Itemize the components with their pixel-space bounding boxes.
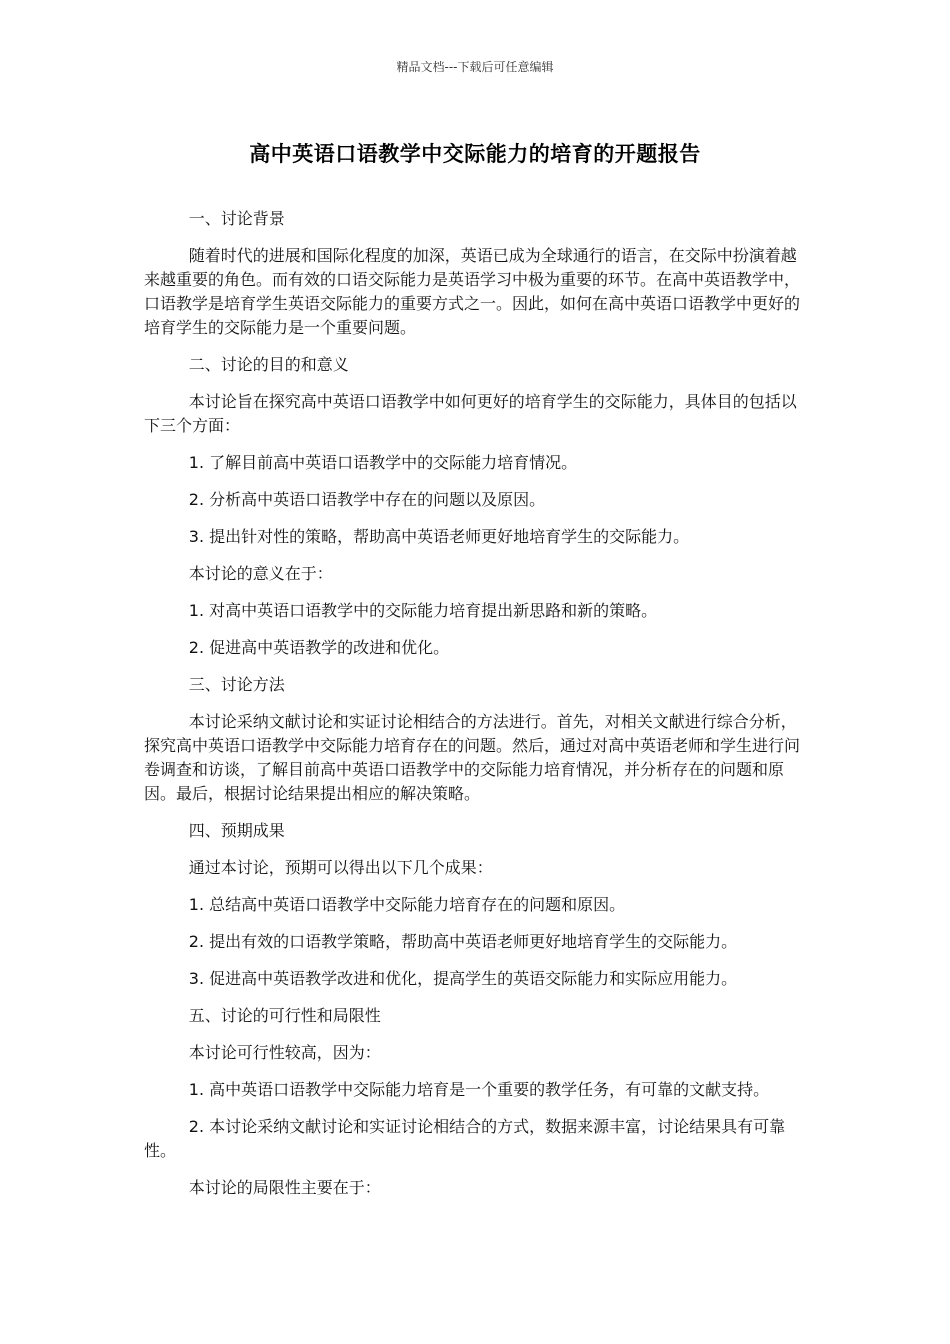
list-item-feasibility-2: 2. 本讨论采纳文献讨论和实证讨论相结合的方式，数据来源丰富，讨论结果具有可靠性。: [144, 1117, 786, 1160]
list-item-outcome-3: 3. 促进高中英语教学改进和优化，提高学生的英语交际能力和实际应用能力。: [188, 969, 738, 988]
list-item-significance-2: 2. 促进高中英语教学的改进和优化。: [188, 638, 450, 657]
list-item-purpose-1: 1. 了解目前高中英语口语教学中的交际能力培育情况。: [188, 453, 578, 472]
paragraph-outcomes-intro: 通过本讨论，预期可以得出以下几个成果：: [188, 858, 493, 877]
section-heading-method: 三、讨论方法: [188, 675, 285, 694]
page-header-note: 精品文档---下载后可任意编辑: [396, 60, 554, 74]
list-item-significance-1: 1. 对高中英语口语教学中的交际能力培育提出新思路和新的策略。: [188, 601, 658, 620]
paragraph-background: 随着时代的进展和国际化程度的加深，英语已成为全球通行的语言，在交际中扮演着越来越重要的角色。而有效的口语交际能力是英语学习中极为重要的环节。在高中英语教学中，口语教学是培育学生英语交际能力的重要方式之一。因此，如何在高中英语口语教学中更好的培育学生的交际能力是一个重要问题。: [144, 246, 801, 337]
list-item-purpose-2: 2. 分析高中英语口语教学中存在的问题以及原因。: [188, 490, 546, 509]
list-item-outcome-2: 2. 提出有效的口语教学策略，帮助高中英语老师更好地培育学生的交际能力。: [188, 932, 738, 951]
paragraph-method: 本讨论采纳文献讨论和实证讨论相结合的方法进行。首先，对相关文献进行综合分析，探究高中英语口语教学中交际能力培育存在的问题。然后，通过对高中英语老师和学生进行问卷调查和访谈，了解目前高中英语口语教学中的交际能力培育情况，并分析存在的问题和原因。最后，根据讨论结果提出相应的解决策略。: [144, 712, 801, 803]
section-heading-outcomes: 四、预期成果: [188, 821, 285, 840]
paragraph-purpose-intro: 本讨论旨在探究高中英语口语教学中如何更好的培育学生的交际能力，具体目的包括以下三个方面：: [144, 392, 797, 435]
paragraph-feasibility-intro: 本讨论可行性较高，因为：: [188, 1043, 381, 1062]
list-item-outcome-1: 1. 总结高中英语口语教学中交际能力培育存在的问题和原因。: [188, 895, 626, 914]
section-heading-background: 一、讨论背景: [188, 209, 285, 228]
list-item-feasibility-1: 1. 高中英语口语教学中交际能力培育是一个重要的教学任务，有可靠的文献支持。: [188, 1080, 770, 1099]
list-item-purpose-3: 3. 提出针对性的策略，帮助高中英语老师更好地培育学生的交际能力。: [188, 527, 690, 546]
document-body: [144, 207, 808, 1213]
section-heading-feasibility: 五、讨论的可行性和局限性: [188, 1006, 381, 1025]
paragraph-limitations-intro: 本讨论的局限性主要在于：: [188, 1178, 381, 1197]
document-title: 高中英语口语教学中交际能力的培育的开题报告: [249, 142, 701, 166]
section-heading-purpose: 二、讨论的目的和意义: [188, 355, 349, 374]
paragraph-significance-intro: 本讨论的意义在于：: [188, 564, 333, 583]
